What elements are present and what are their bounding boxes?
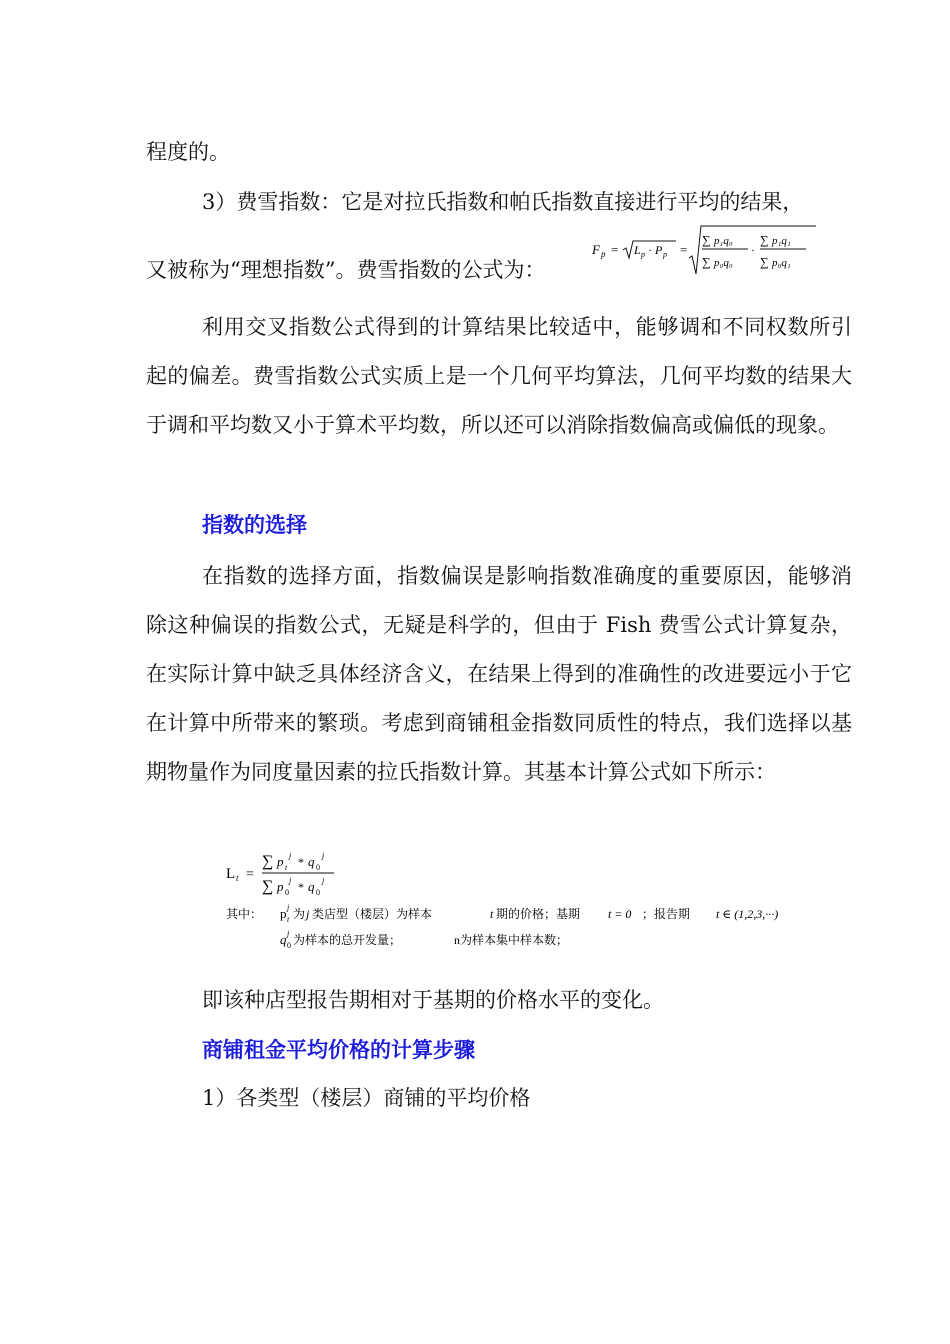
f1-lhs-sub: p xyxy=(601,249,606,259)
f2-den-p-sup: j xyxy=(289,876,292,885)
f1-eq1: = xyxy=(611,242,619,257)
f2-report-expr: t ∈ (1,2,3,···) xyxy=(716,907,779,921)
f2-den-p-sub: 0 xyxy=(285,888,289,897)
fisher-index-paragraph-line2: 又被称为“理想指数”。费雪指数的公式为： xyxy=(146,258,546,282)
f1-num2: p₁q₁ xyxy=(772,235,791,247)
laspeyres-formula xyxy=(222,848,832,958)
f2-lhs-sub: t xyxy=(236,873,239,883)
formula-explanation-paragraph: 即该种店型报告期相对于基期的价格水平的变化。 xyxy=(202,988,664,1012)
f2-num-p-sup: j xyxy=(289,851,292,860)
f2-def2-sup: j xyxy=(287,929,290,938)
f2-def1-text-c: 期的价格；基期 xyxy=(496,907,581,921)
f2-num-times: * xyxy=(298,855,304,869)
f2-def2-text: 为样本的总开发量； xyxy=(293,933,402,947)
f2-den-p: p xyxy=(277,879,284,894)
f2-lhs: L xyxy=(226,866,236,882)
f2-num-p-sub: t xyxy=(285,863,288,872)
f2-den-times: * xyxy=(298,880,304,894)
f2-eq: = xyxy=(246,867,254,882)
index-selection-paragraph: 在指数的选择方面，指数偏误是影响指数准确度的重要原因，能够消除这种偏误的指数公式，无疑是科学的，但由于 Fish 费雪公式计算复杂，在实际计算中缺乏具体经济含义，在结果上得到的准确性的改进要远小于它在计算中所带来的繁琐。考虑到商铺租金指数同质性的特点，我们选择以基期物量作为同度量因素的拉氏指数计算。其基本计算公式如下所示： xyxy=(146,564,852,784)
f2-def3-text: n为样本集中样本数； xyxy=(454,933,569,947)
f2-base-expr: t = 0 xyxy=(608,907,632,921)
f1-dot: · xyxy=(751,243,755,257)
f2-num-q: q xyxy=(308,854,315,869)
f2-num-q-sub: 0 xyxy=(316,863,320,872)
f1-sqrt1-sub2: p xyxy=(663,250,667,259)
f1-sqrt1-dot: · xyxy=(648,243,652,257)
f1-den2: p₀q₁ xyxy=(772,257,791,269)
f2-den-q: q xyxy=(308,879,315,894)
f1-sum-d1: ∑ xyxy=(702,255,711,269)
f2-def1-text-b: 类店型（楼层）为样本 xyxy=(312,907,433,921)
f1-lhs: F xyxy=(592,242,600,257)
f2-where-label: 其中： xyxy=(226,907,263,921)
f2-def1-sup: j xyxy=(287,903,290,912)
f2-den-q-sup: j xyxy=(322,876,325,885)
f2-sum-num: ∑ xyxy=(262,853,274,870)
f2-def1-sub: t xyxy=(287,915,290,924)
f1-sum-n2: ∑ xyxy=(760,233,769,247)
f2-def1-text-d: ；报告期 xyxy=(642,907,691,921)
f1-sum-d2: ∑ xyxy=(760,255,769,269)
f2-den-q-sub: 0 xyxy=(316,888,320,897)
f2-def2-sym: q xyxy=(280,932,287,947)
section-heading-index-selection: 指数的选择 xyxy=(202,513,307,537)
f2-sum-den: ∑ xyxy=(262,878,274,895)
f1-eq2: = xyxy=(680,242,688,257)
step-1-paragraph: 1）各类型（楼层）商铺的平均价格 xyxy=(202,1086,531,1110)
f2-def2-sub: 0 xyxy=(287,941,291,950)
paragraph-continuation: 程度的。 xyxy=(146,140,230,164)
fisher-formula xyxy=(588,224,818,276)
f1-num1: p₁q₀ xyxy=(714,235,733,247)
f1-sqrt1-body: L xyxy=(634,243,641,257)
fisher-index-paragraph-line1: 3）费雪指数：它是对拉氏指数和帕氏指数直接进行平均的结果， xyxy=(202,190,804,214)
f1-sum-n1: ∑ xyxy=(702,233,711,247)
fisher-explanation-paragraph: 利用交叉指数公式得到的计算结果比较适中，能够调和不同权数所引起的偏差。费雪指数公式实质上是一个几何平均算法，几何平均数的结果大于调和平均数又小于算术平均数，所以还可以消除指数偏高或偏低的现象。 xyxy=(146,315,852,437)
f2-def1-text-a: 为 xyxy=(293,907,306,921)
f2-def1-j: j xyxy=(306,907,310,921)
f1-sqrt1-body2: P xyxy=(655,243,663,257)
f1-sqrt1-sub1: p xyxy=(641,250,645,259)
f1-den1: p₀q₀ xyxy=(714,257,733,269)
f2-def1-sym: p xyxy=(280,906,287,921)
f2-num-q-sup: j xyxy=(322,851,325,860)
f2-num-p: p xyxy=(277,854,284,869)
section-heading-average-price-steps: 商铺租金平均价格的计算步骤 xyxy=(202,1038,475,1062)
f2-def1-t: t xyxy=(490,907,494,921)
